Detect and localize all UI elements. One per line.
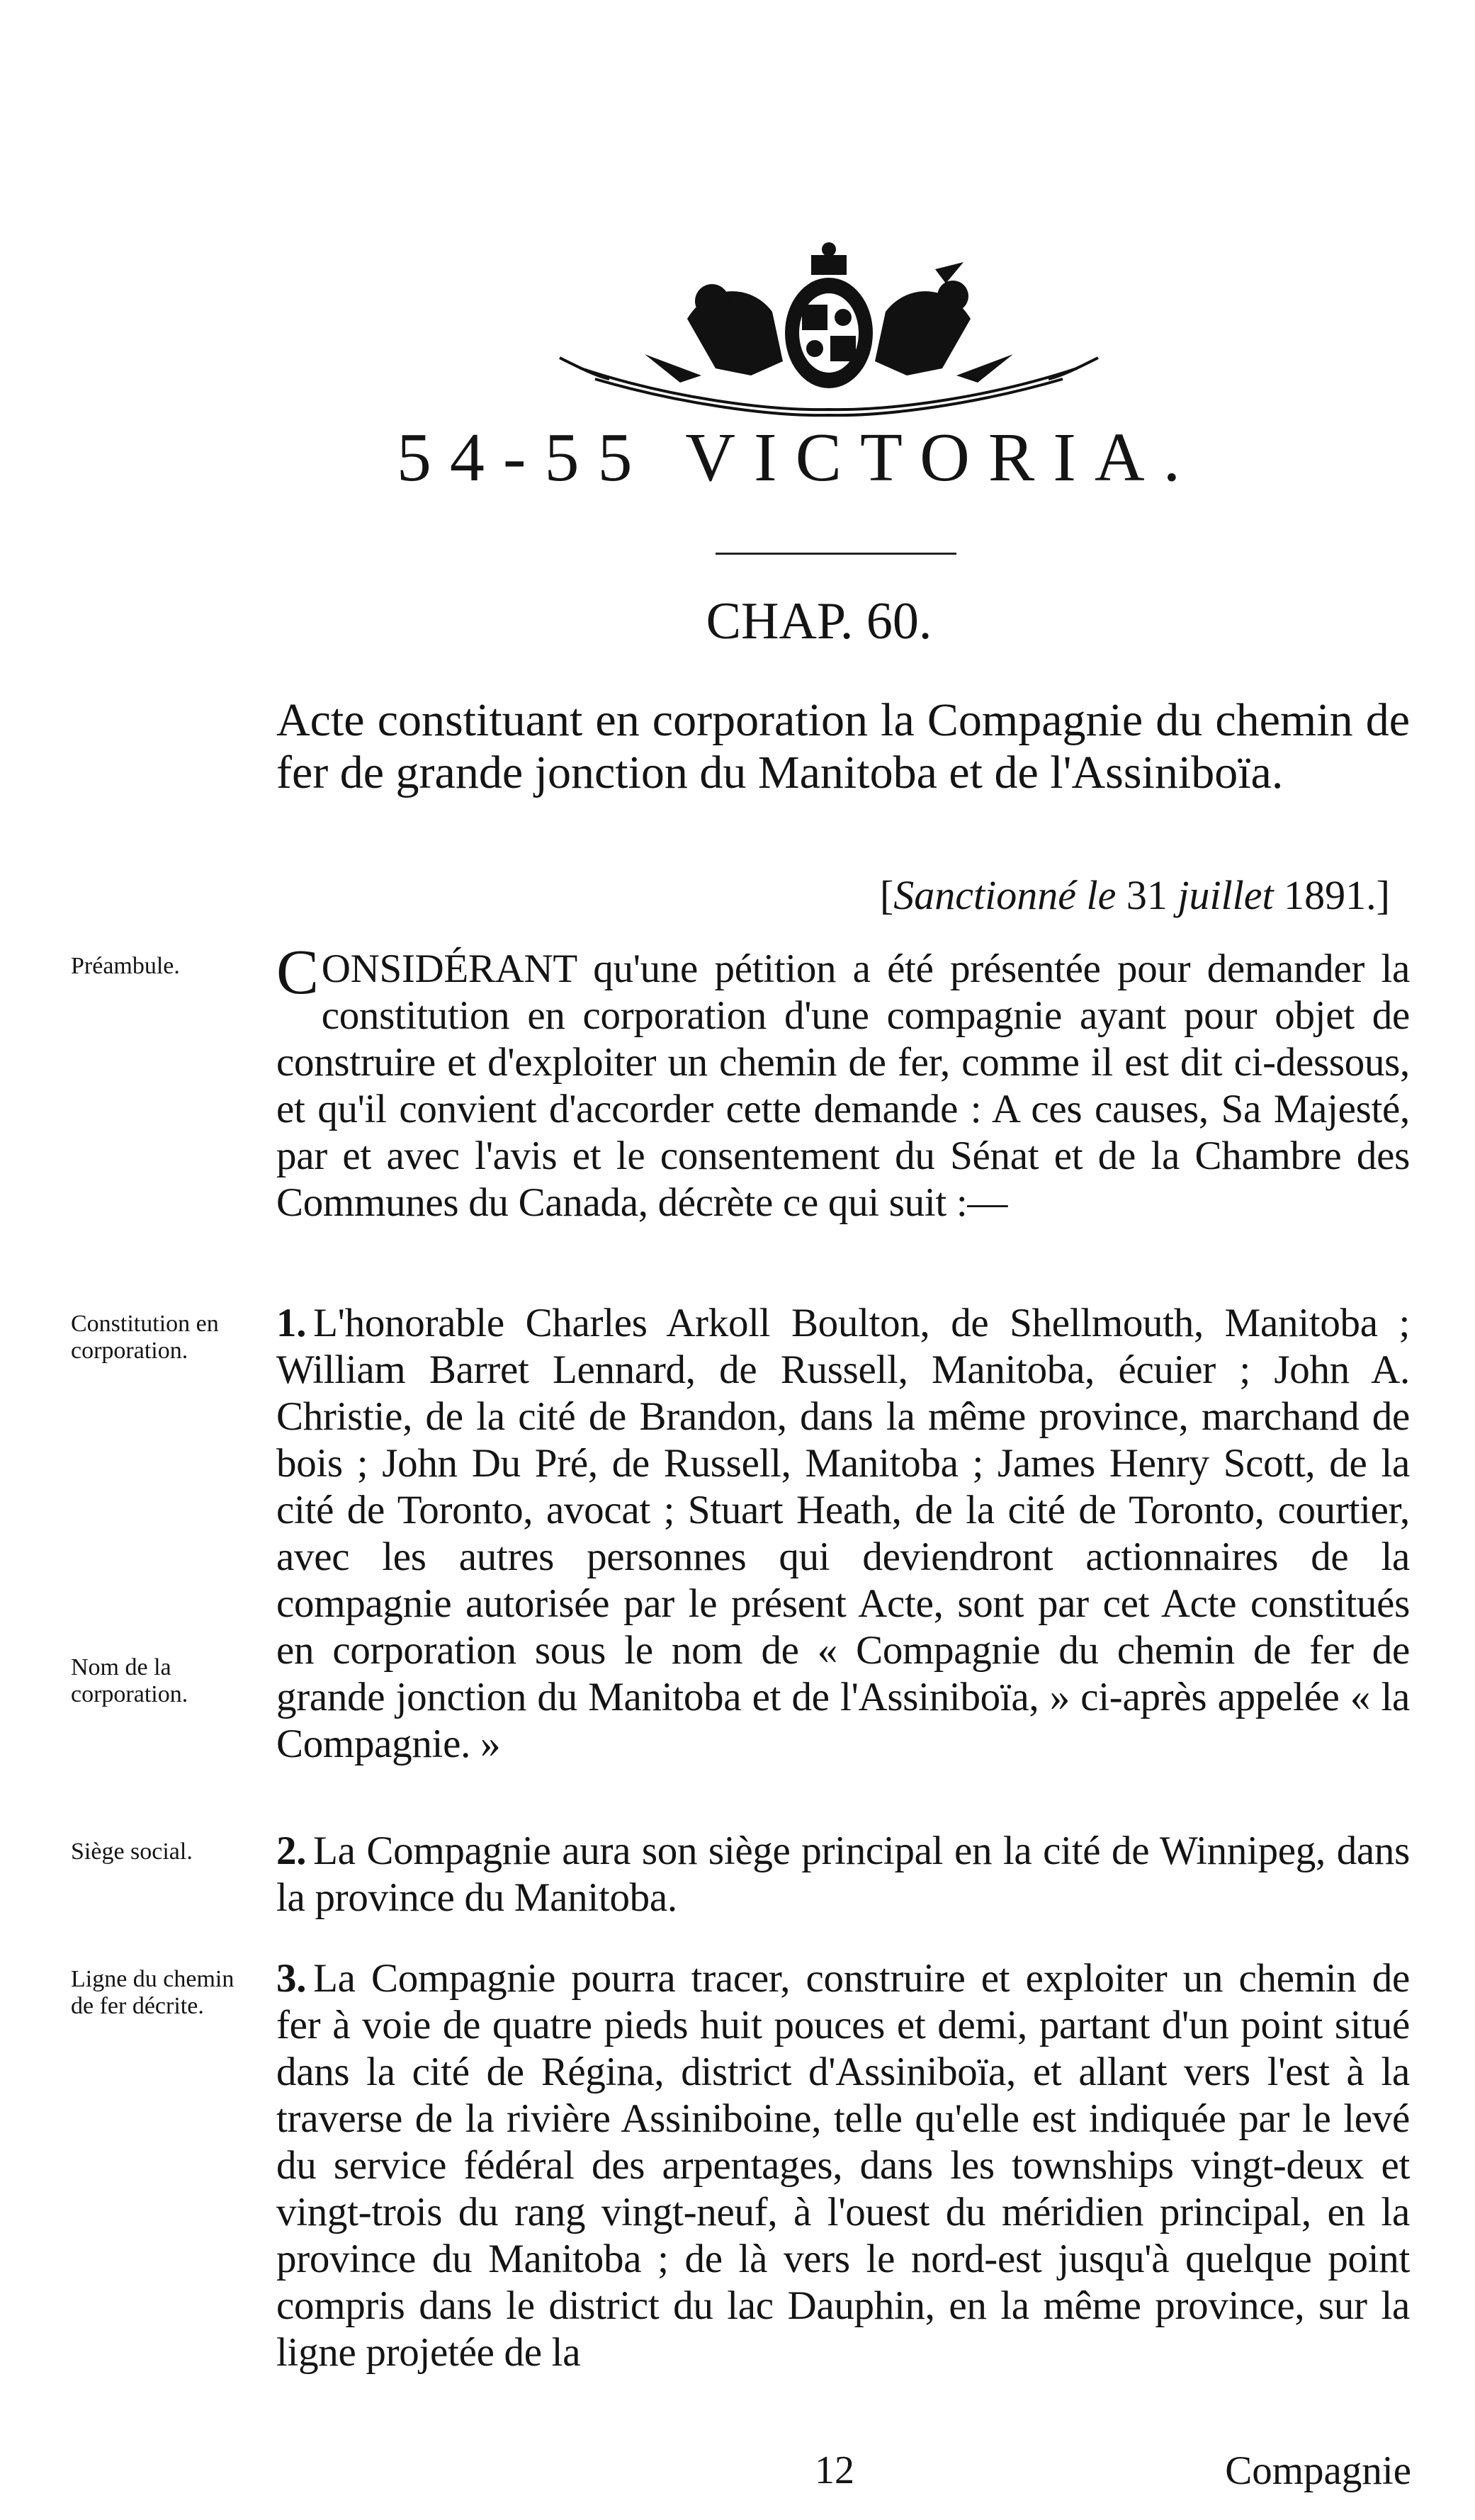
page-number: 12 — [815, 2448, 854, 2492]
act-title: Acte constituant en corporation la Compagnie du chemin de fer de grande jonction du Manitoba et de l'Assiniboïa. — [276, 694, 1410, 798]
royal-coat-of-arms-icon — [538, 234, 1119, 418]
section-text: La Compagnie aura son siège principal en la cité de Winnipeg, dans la province du Manitoba. — [276, 1829, 1410, 1920]
marginal-note-name: Nom de la corporation. — [71, 1654, 188, 1707]
preamble-paragraph — [276, 937, 1410, 1226]
section-2 — [276, 1828, 1410, 1921]
drop-cap: C — [276, 937, 319, 1007]
regnal-year-heading: 54-55 VICTORIA. — [396, 419, 1199, 496]
marginal-note-preamble: Préambule. — [71, 953, 180, 979]
sanction-word: Sanctionné le — [893, 872, 1117, 918]
section-text: L'honorable Charles Arkoll Boulton, de Shellmouth, Manitoba ; William Barret Lennard, de Russell, Manitoba, écuier ; John A. Christie, de la cité de Brandon, dans la même province, marchand de bois ; John Du Pré, de Russell, Manitoba ; James Henry Scott, de la cité de Toronto, avocat ; Stuart Heath, de la cité de Toronto, courtier, avec les autres personnes qui deviendront actionnaires de la compagnie autorisée par le présent Acte, sont par cet Acte constitués en corporation sous le nom de « Compagnie du chemin de fer de grande jonction du Manitoba et de l'Assiniboïa, » ci-après appelée « la Compagnie. » — [276, 1301, 1410, 1766]
catchword: Compagnie — [1225, 2448, 1411, 2493]
marginal-note-line: Ligne du chemin de fer décrite. — [71, 1966, 234, 2019]
sanction-month: juillet — [1177, 872, 1274, 918]
sanction-year: 1891.] — [1284, 872, 1390, 918]
section-number: 1. — [276, 1301, 307, 1345]
chapter-heading: CHAP. 60. — [706, 592, 932, 650]
marginal-note-head-office: Siège social. — [71, 1838, 193, 1865]
heading-rule — [716, 553, 956, 555]
section-number: 2. — [276, 1829, 307, 1873]
section-text: La Compagnie pourra tracer, construire et exploiter un chemin de fer à voie de quatre pieds huit pouces et demi, partant d'un point situé dans la cité de Régina, district d'Assiniboïa, et allant vers l'est à la traverse de la rivière Assiniboine, telle qu'elle est indiquée par le levé du service fédéral des arpentages, dans les townships vingt-deux et vingt-trois du rang vingt-neuf, à l'ouest du méridien principal, en la province du Manitoba ; de là vers le nord-est jusqu'à quelque point compris dans le district du lac Dauphin, en la même province, sur la ligne projetée de la — [276, 1956, 1410, 2375]
section-number: 3. — [276, 1956, 307, 2001]
preamble-text: ONSIDÉRANT qu'une pétition a été présentée pour demander la constitution en corporation d'une compagnie ayant pour objet de construire et d'exploiter un chemin de fer, comme il est dit ci-dessous, et qu'il convient d'accorder cette demande : A ces causes, Sa Majesté, par et avec l'avis et le consentement du Sénat et de la Chambre des Communes du Canada, décrète ce qui suit :— — [276, 947, 1410, 1225]
sanction-open: [ — [879, 872, 894, 918]
marginal-note-constitution: Constitution en corporation. — [71, 1311, 219, 1364]
section-1 — [276, 1300, 1410, 1768]
sanction-date — [880, 871, 1390, 919]
sanction-day: 31 — [1126, 872, 1168, 918]
section-3 — [276, 1955, 1410, 2376]
